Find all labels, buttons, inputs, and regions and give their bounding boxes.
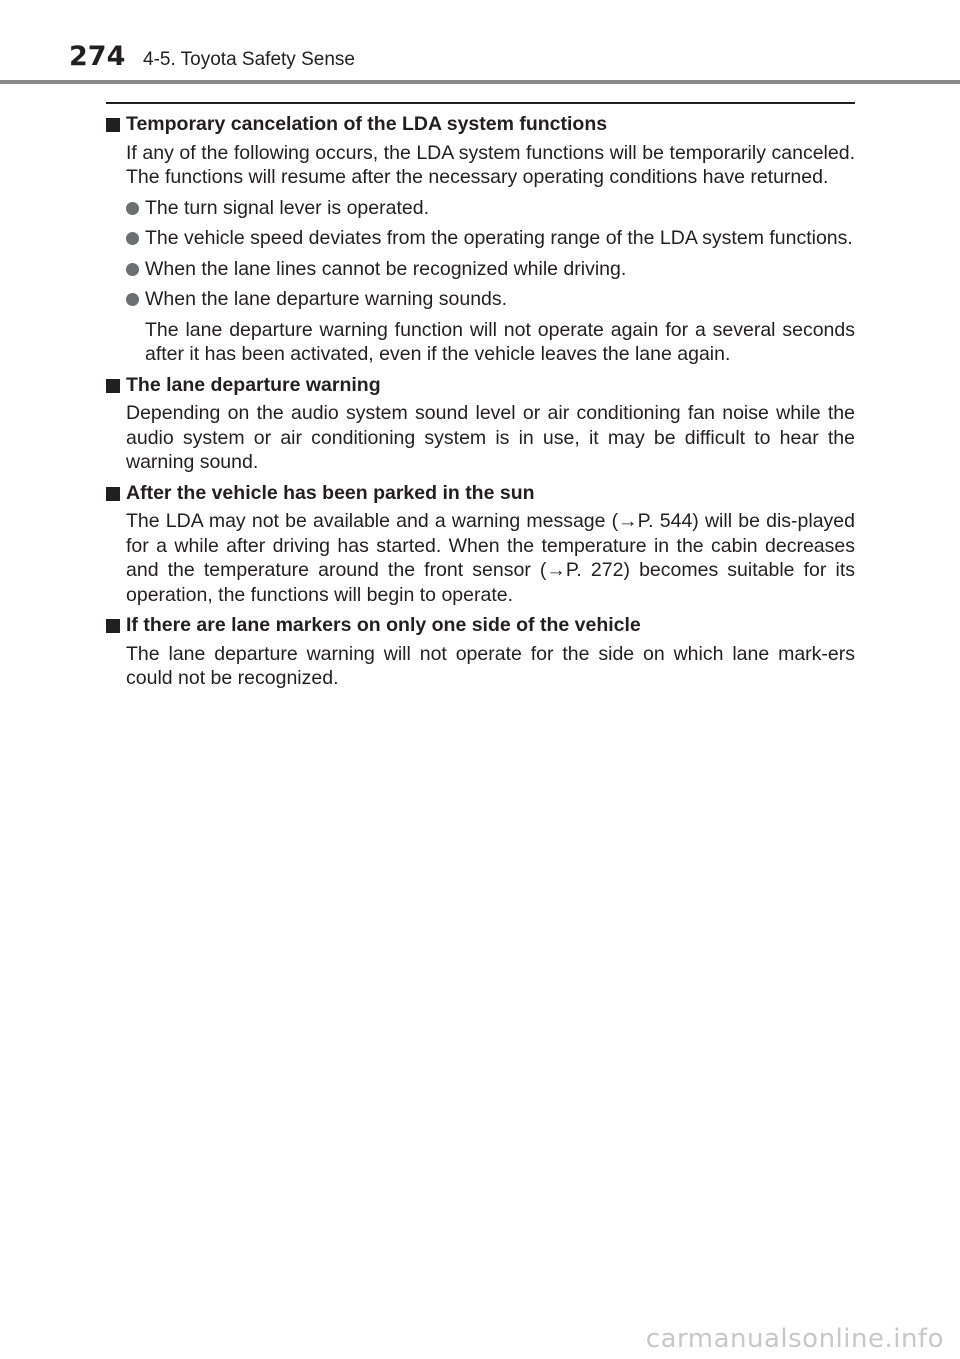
circle-bullet-icon xyxy=(126,293,139,306)
page-header xyxy=(0,0,960,84)
list-item-text: When the lane lines cannot be recognized while driving. xyxy=(145,257,627,280)
circle-bullet-icon xyxy=(126,263,139,276)
circle-bullet-icon xyxy=(126,232,139,245)
list-item-text: The vehicle speed deviates from the operating range of the LDA system functions. xyxy=(145,227,853,249)
section-body: If any of the following occurs, the LDA system functions will be temporarily canceled. The functions will resume after the necessary operating conditions have returned. xyxy=(126,141,855,188)
watermark: carmanualsonline.info xyxy=(645,1324,944,1354)
circle-bullet-icon xyxy=(126,202,139,215)
section-heading-lane-markers-one-side xyxy=(106,613,855,638)
list-item xyxy=(145,287,855,312)
section-heading-temporary-cancelation xyxy=(106,112,855,137)
square-bullet-icon xyxy=(106,118,120,132)
heading-text: The lane departure warning xyxy=(126,373,381,396)
list-item-text: The turn signal lever is operated. xyxy=(145,196,429,219)
bullet-note: The lane departure warning function will not operate again for a several seconds after it has been activated, even if the vehicle leaves the lane again. xyxy=(145,318,855,365)
list-item xyxy=(145,226,855,251)
header-divider xyxy=(0,80,960,84)
section-body: The LDA may not be available and a warning message (→P. 544) will be dis-played for a while after driving has started. When the temperature in the cabin decreases and the temperature around the front sensor (→P. 272) becomes suitable for its operation, the functions will begin to operate. xyxy=(126,510,855,606)
section-heading-parked-in-sun xyxy=(106,481,855,506)
list-item xyxy=(145,257,855,282)
list-item-text: When the lane departure warning sounds. xyxy=(145,288,508,310)
square-bullet-icon xyxy=(106,619,120,633)
heading-text: If there are lane markers on only one side of the vehicle xyxy=(126,614,641,636)
content-divider xyxy=(106,102,855,104)
section-title: 4-5. Toyota Safety Sense xyxy=(143,49,355,70)
list-item xyxy=(145,196,855,221)
square-bullet-icon xyxy=(106,379,120,393)
page-content xyxy=(106,112,855,697)
heading-text: After the vehicle has been parked in the sun xyxy=(126,481,535,504)
section-heading-lane-departure-warning xyxy=(106,373,855,398)
section-body: Depending on the audio system sound level or air conditioning fan noise while the audio system or air conditioning system is in use, it may be difficult to hear the warning sound. xyxy=(126,402,855,473)
section-body: The lane departure warning will not operate for the side on which lane mark-ers could not be recognized. xyxy=(126,642,855,689)
page-number: 274 xyxy=(69,41,126,72)
square-bullet-icon xyxy=(106,487,120,501)
heading-text: Temporary cancelation of the LDA system functions xyxy=(126,113,608,135)
